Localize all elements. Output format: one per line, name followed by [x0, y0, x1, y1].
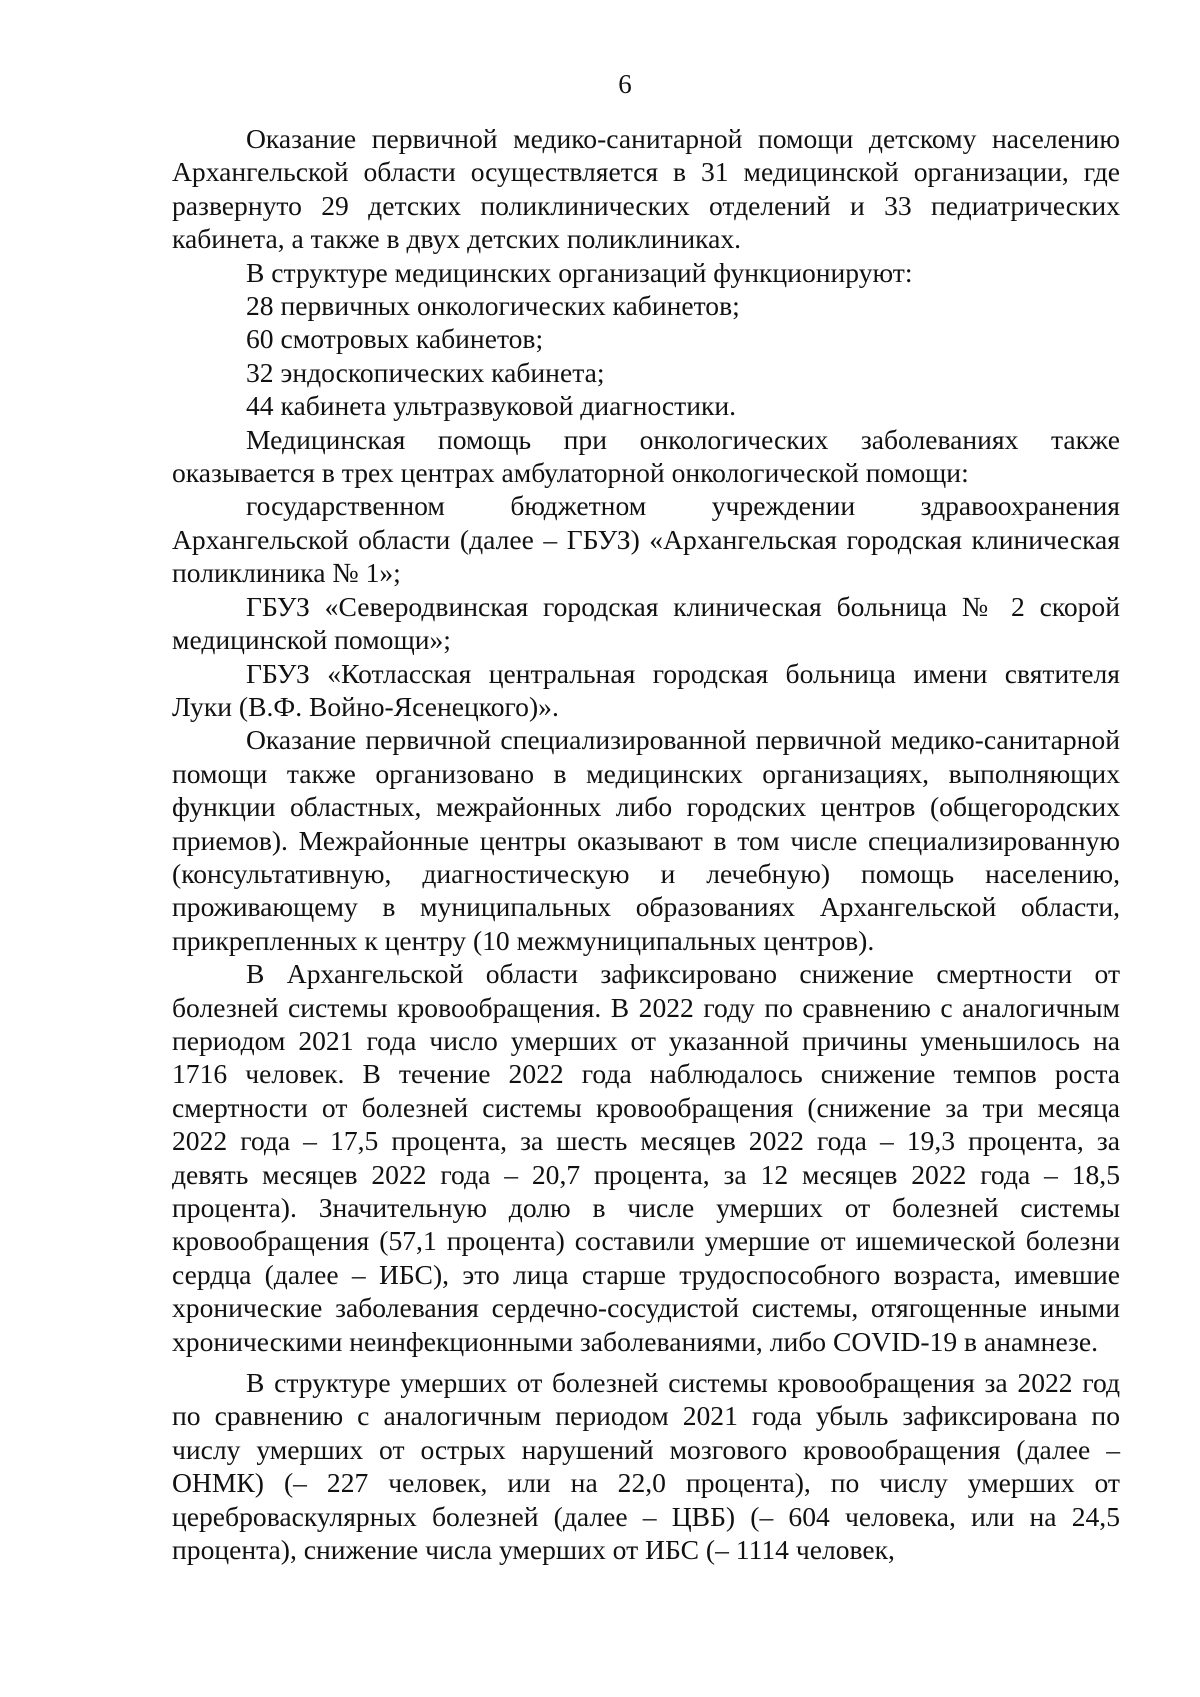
list-item-center-severodvinsk: ГБУЗ «Северодвинская городская клиническая больница № 2 скорой медицинской помощи»; [172, 590, 1120, 656]
list-item-ultrasound-offices: 44 кабинета ультразвуковой диагностики. [246, 390, 737, 422]
list-item-center-arkhangelsk: государственном бюджетном учреждении здравоохранения Архангельской области (далее – ГБУЗ) «Архангельская городская клиническая поликлиника № 1»; [172, 490, 1120, 589]
document-body [172, 122, 1120, 1566]
paragraph-structure-intro: В структуре медицинских организаций функционируют: [246, 256, 913, 288]
list-item-endoscopy-offices: 32 эндоскопических кабинета; [246, 356, 605, 388]
paragraph-mortality-decline: В Архангельской области зафиксировано снижение смертности от болезней системы кровообращения. В 2022 году по сравнению с аналогичным периодом 2021 года число умерших от указанной причины уменьшилось на 1716 человек. В течение 2022 года наблюдалось снижение темпов роста смертности от болезней системы кровообращения (снижение за три месяца 2022 года – 17,5 процента, за шесть месяцев 2022 года – 19,3 процента, за девять месяцев 2022 года – 20,7 процента, за 12 месяцев 2022 года – 18,5 процента). Значительную долю в числе умерших от болезней системы кровообращения (57,1 процента) составили умершие от ишемической болезни сердца (далее – ИБС), это лица старше трудоспособного возраста, имевшие хронические заболевания сердечно-сосудистой системы, отягощенные иными хроническими неинфекционными заболеваниями, либо COVID-19 в анамнезе. [172, 958, 1120, 1357]
list-item-examination-offices: 60 смотровых кабинетов; [246, 323, 544, 355]
paragraph-child-care: Оказание первичной медико-санитарной помощи детскому населению Архангельской области осуществляется в 31 медицинской организации, где развернуто 29 детских поликлинических отделений и 33 педиатрических кабинета, а также в двух детских поликлиниках. [172, 123, 1120, 255]
list-item-center-kotlas: ГБУЗ «Котласская центральная городская больница имени святителя Луки (В.Ф. Войно-Ясенецкого)». [172, 657, 1120, 722]
paragraph-specialized-care: Оказание первичной специализированной первичной медико-санитарной помощи также организовано в медицинских организациях, выполняющих функции областных, межрайонных либо городских центров (общегородских приемов). Межрайонные центры оказывают в том числе специализированную (консультативную, диагностическую и лечебную) помощь населению, проживающему в муниципальных образованиях Архангельской области, прикрепленных к центру (10 межмуниципальных центров). [172, 724, 1120, 956]
paragraph-mortality-structure: В структуре умерших от болезней системы кровообращения за 2022 год по сравнению с аналогичным периодом 2021 года убыль зафиксирована по числу умерших от острых нарушений мозгового кровообращения (далее – ОНМК) (– 227 человек, или на 22,0 процента), по числу умерших от цереброваскулярных болезней (далее – ЦВБ) (– 604 человека, или на 24,5 процента), снижение числа умерших от ИБС (– 1114 человек, [172, 1367, 1120, 1566]
paragraph-oncology-centers: Медицинская помощь при онкологических заболеваниях также оказывается в трех центрах амбулаторной онкологической помощи: [172, 423, 1120, 489]
list-item-oncology-offices: 28 первичных онкологических кабинетов; [246, 290, 740, 322]
page-number: 6 [618, 69, 632, 99]
